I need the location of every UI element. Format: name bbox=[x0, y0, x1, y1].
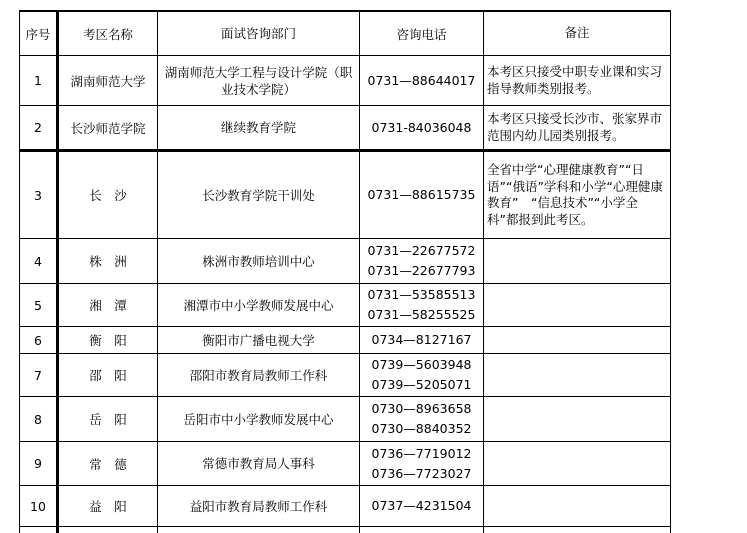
cell-no bbox=[20, 527, 58, 533]
table-row bbox=[20, 327, 671, 354]
cell-phone bbox=[360, 56, 484, 106]
cell-no: 4 bbox=[20, 239, 58, 284]
table-row bbox=[20, 354, 671, 397]
cell-phone bbox=[360, 397, 484, 442]
table-row bbox=[20, 397, 671, 442]
col-header-area: 考区名称 bbox=[58, 11, 158, 56]
header-row bbox=[20, 11, 671, 56]
cell-phone bbox=[360, 151, 484, 239]
table-row bbox=[20, 56, 671, 106]
table-row bbox=[20, 442, 671, 486]
cell-area bbox=[58, 527, 158, 533]
cell-note bbox=[484, 527, 671, 533]
cell-note bbox=[484, 239, 671, 284]
cell-dept: 继续教育学院 bbox=[158, 106, 360, 151]
cell-note bbox=[484, 397, 671, 442]
cell-area: 湖南师范大学 bbox=[58, 56, 158, 106]
cell-area: 岳 阳 bbox=[58, 397, 158, 442]
cell-dept: 湖南师范大学工程与设计学院（职业技术学院） bbox=[158, 56, 360, 106]
cell-phone bbox=[360, 486, 484, 527]
phone-number: 0730—8840352 bbox=[371, 421, 472, 436]
phone-number: 0730—8963658 bbox=[371, 401, 472, 416]
cell-area: 长 沙 bbox=[58, 151, 158, 239]
table-body bbox=[20, 56, 671, 533]
cell-dept: 株洲市教师培训中心 bbox=[158, 239, 360, 284]
cell-phone bbox=[360, 442, 484, 486]
phone-number: 0739—5205071 bbox=[371, 377, 472, 392]
table-header bbox=[20, 11, 671, 56]
table-row bbox=[20, 486, 671, 527]
table-row bbox=[20, 151, 671, 239]
cell-note: 全省中学“心理健康教育”“日语”“俄语”学科和小学“心理健康教育” “信息技术”“小学全科”都报到此考区。 bbox=[484, 151, 671, 239]
cell-dept bbox=[158, 527, 360, 533]
cell-no: 1 bbox=[20, 56, 58, 106]
cell-no: 2 bbox=[20, 106, 58, 151]
cell-area: 长沙师范学院 bbox=[58, 106, 158, 151]
cell-phone bbox=[360, 284, 484, 327]
cell-phone bbox=[360, 106, 484, 151]
col-header-phone: 咨询电话 bbox=[360, 11, 484, 56]
table-row bbox=[20, 106, 671, 151]
cell-no: 9 bbox=[20, 442, 58, 486]
cell-dept: 湘潭市中小学教师发展中心 bbox=[158, 284, 360, 327]
cell-note bbox=[484, 354, 671, 397]
cell-note: 本考区只接受长沙市、张家界市范围内幼儿园类别报考。 bbox=[484, 106, 671, 151]
cell-dept: 长沙教育学院干训处 bbox=[158, 151, 360, 239]
contact-table bbox=[19, 10, 671, 533]
cell-no: 8 bbox=[20, 397, 58, 442]
cell-phone bbox=[360, 327, 484, 354]
table-row bbox=[20, 284, 671, 327]
phone-number: 0731—53585513 bbox=[367, 287, 476, 302]
phone-number: 0731—22677572 bbox=[367, 243, 476, 258]
phone-number: 0734—8127167 bbox=[371, 332, 472, 347]
col-header-no: 序号 bbox=[20, 11, 58, 56]
phone-number: 0737—4231504 bbox=[371, 498, 472, 513]
cell-note bbox=[484, 284, 671, 327]
phone-number: 0731—22677793 bbox=[367, 263, 476, 278]
phone-number: 0736—7723027 bbox=[371, 465, 472, 481]
cell-area: 株 洲 bbox=[58, 239, 158, 284]
cell-area: 衡 阳 bbox=[58, 327, 158, 354]
phone-number: 0736—7719012 bbox=[371, 445, 472, 461]
cell-phone bbox=[360, 354, 484, 397]
phone-number: 0731—58255525 bbox=[367, 307, 476, 322]
cell-dept: 益阳市教育局教师工作科 bbox=[158, 486, 360, 527]
col-header-note: 备注 bbox=[484, 11, 671, 56]
phone-number: 0731—88644017 bbox=[367, 72, 476, 88]
cell-no: 7 bbox=[20, 354, 58, 397]
cell-area: 益 阳 bbox=[58, 486, 158, 527]
cell-note bbox=[484, 486, 671, 527]
cell-dept: 衡阳市广播电视大学 bbox=[158, 327, 360, 354]
cell-phone bbox=[360, 239, 484, 284]
cell-note bbox=[484, 327, 671, 354]
cell-dept: 邵阳市教育局教师工作科 bbox=[158, 354, 360, 397]
cell-no: 3 bbox=[20, 151, 58, 239]
cell-area: 湘 潭 bbox=[58, 284, 158, 327]
table-row bbox=[20, 239, 671, 284]
cell-phone bbox=[360, 527, 484, 533]
phone-number: 0739—5603948 bbox=[371, 357, 472, 372]
col-header-dept: 面试咨询部门 bbox=[158, 11, 360, 56]
cell-no: 10 bbox=[20, 486, 58, 527]
phone-number: 0731—88615735 bbox=[367, 187, 476, 202]
cell-dept: 岳阳市中小学教师发展中心 bbox=[158, 397, 360, 442]
cell-no: 5 bbox=[20, 284, 58, 327]
cell-note bbox=[484, 442, 671, 486]
cell-area: 常 德 bbox=[58, 442, 158, 486]
cell-note: 本考区只接受中职专业课和实习指导教师类别报考。 bbox=[484, 56, 671, 106]
cell-dept: 常德市教育局人事科 bbox=[158, 442, 360, 486]
phone-number: 0731-84036048 bbox=[371, 119, 472, 135]
partial-row bbox=[20, 527, 671, 533]
cell-no: 6 bbox=[20, 327, 58, 354]
cell-area: 邵 阳 bbox=[58, 354, 158, 397]
